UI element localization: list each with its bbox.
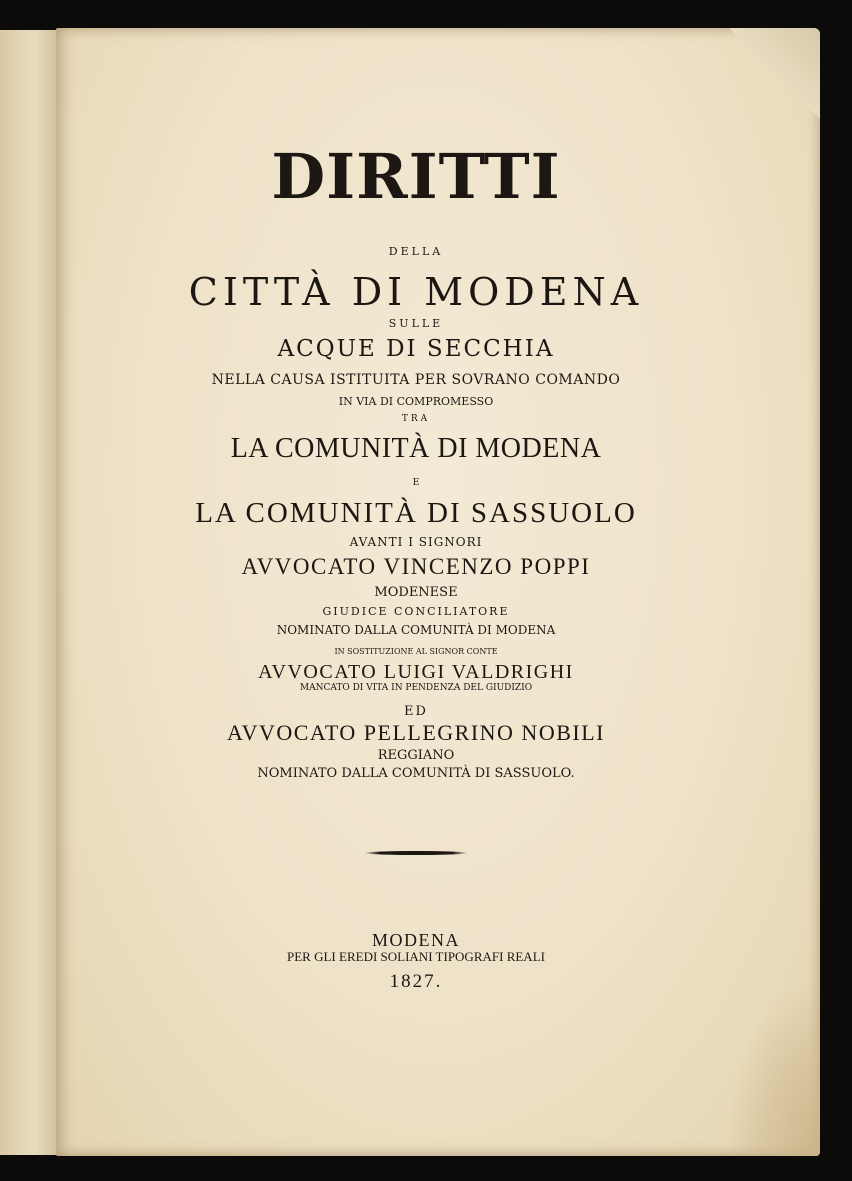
replaced-note: MANCATO DI VITA IN PENDENZA DEL GIUDIZIO xyxy=(299,683,533,693)
cause-line: NELLA CAUSA ISTITUITA PER SOVRANO COMANDO xyxy=(211,372,621,388)
compromise-line: IN VIA DI COMPROMESSO xyxy=(338,395,494,408)
title-page xyxy=(56,28,820,1156)
substitution-line: IN SOSTITUZIONE AL SIGNOR CONTE xyxy=(334,647,498,656)
ed-label: ED xyxy=(404,704,428,719)
judge-one-origin: MODENESE xyxy=(374,585,458,600)
party-two: LA COMUNITÀ DI SASSUOLO xyxy=(195,497,637,529)
facing-page-edge xyxy=(0,30,62,1155)
folded-corner xyxy=(730,28,820,138)
judge-two-name: AVVOCATO PELLEGRINO NOBILI xyxy=(227,720,605,745)
city-title: CITTÀ DI MODENA xyxy=(188,270,644,314)
before-label: AVANTI I SIGNORI xyxy=(349,535,483,549)
page-stain xyxy=(725,976,820,1156)
imprint-year: 1827. xyxy=(389,971,443,992)
judge-one-nominated: NOMINATO DALLA COMUNITÀ DI MODENA xyxy=(276,623,556,637)
judge-two-origin: REGGIANO xyxy=(377,748,455,763)
judge-one-name: AVVOCATO VINCENZO POPPI xyxy=(241,554,591,579)
main-title: DIRITTI xyxy=(271,140,561,213)
title-della: DELLA xyxy=(388,245,444,258)
conjunction: E xyxy=(412,478,420,488)
party-one: LA COMUNITÀ DI MODENA xyxy=(230,433,602,464)
judge-one-role: GIUDICE CONCILIATORE xyxy=(322,605,510,618)
tra-label: TRA xyxy=(401,414,431,424)
subject-title: ACQUE DI SECCHIA xyxy=(277,336,555,362)
replaced-name: AVVOCATO LUIGI VALDRIGHI xyxy=(258,661,574,683)
imprint-printer: PER GLI EREDI SOLIANI TIPOGRAFI REALI xyxy=(287,949,545,964)
title-sulle: SULLE xyxy=(388,317,444,330)
decorative-rule xyxy=(364,851,468,855)
judge-two-nominated: NOMINATO DALLA COMUNITÀ DI SASSUOLO. xyxy=(257,766,575,781)
imprint-place: MODENA xyxy=(372,930,460,950)
